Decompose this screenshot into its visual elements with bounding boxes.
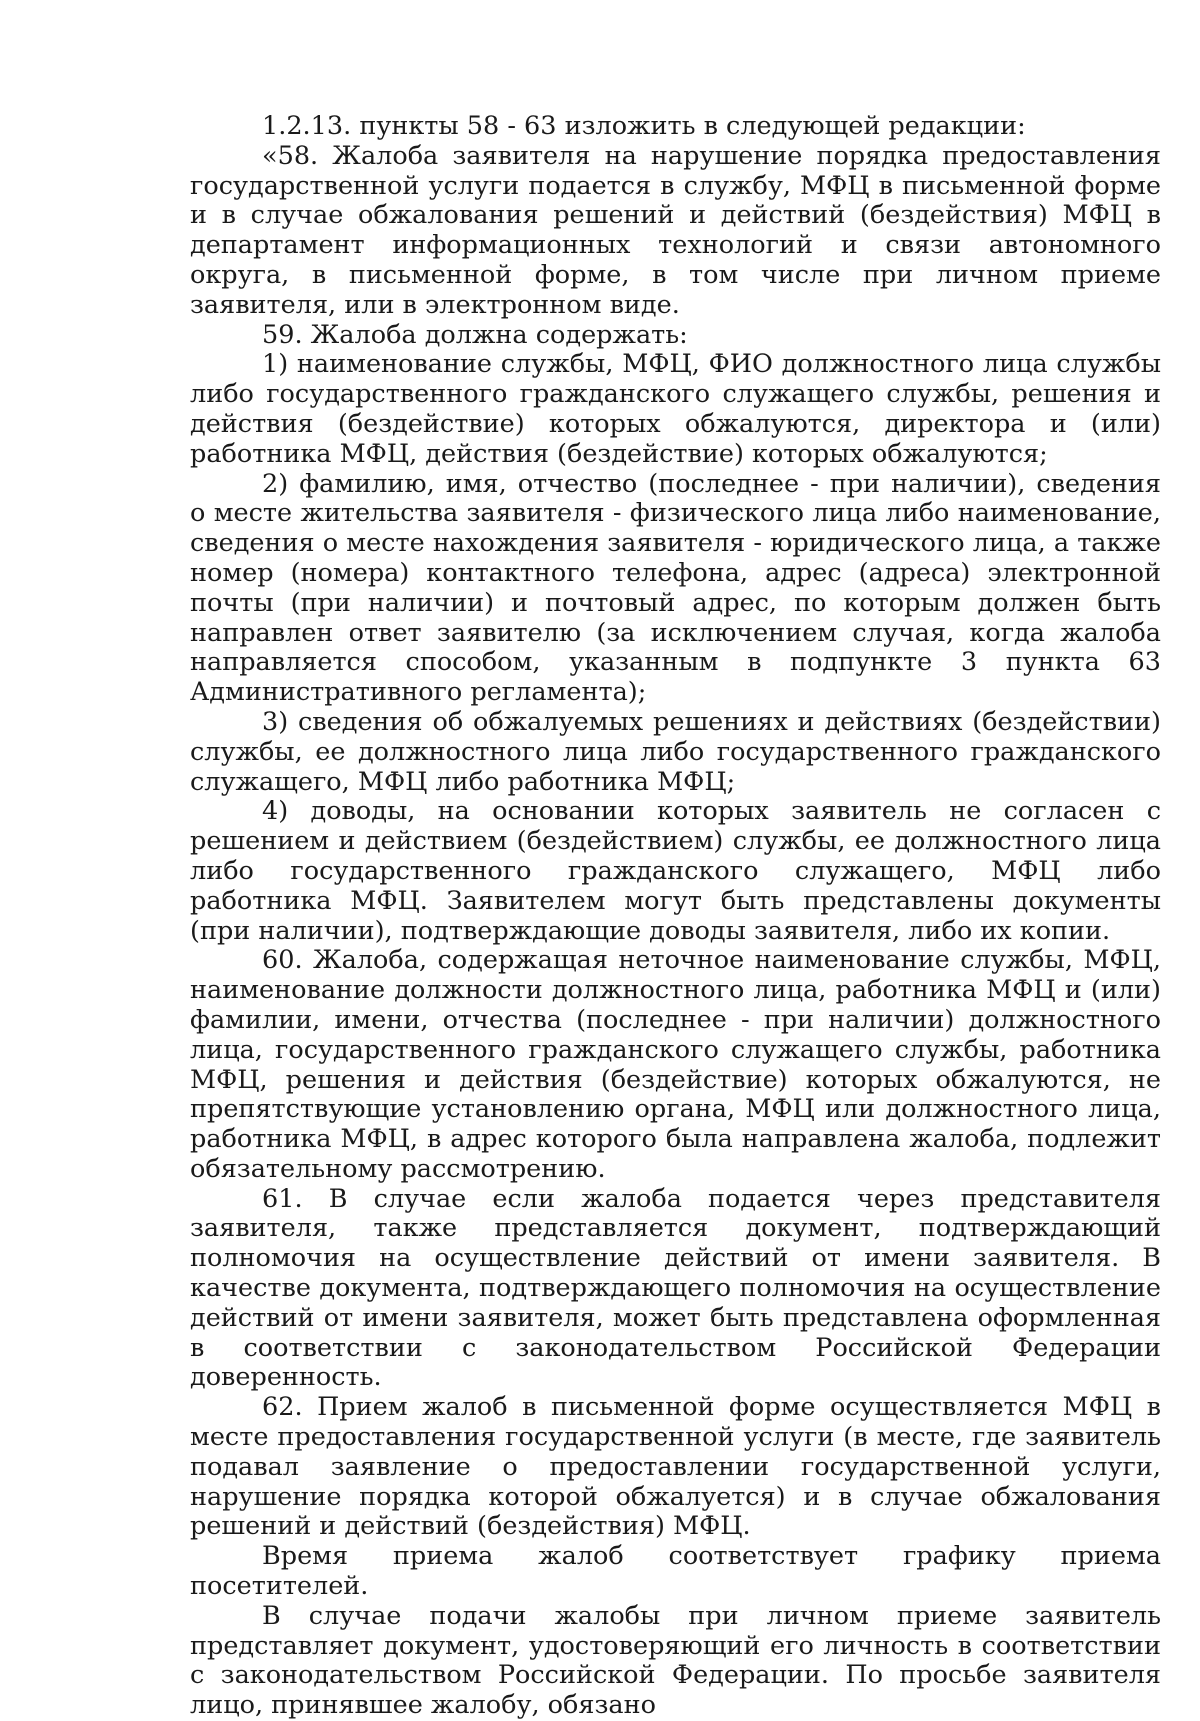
document-page bbox=[190, 112, 1161, 1721]
paragraph-61: 61. В случае если жалоба подается через представителя заявителя, также представляется документ, подтверждающий полномочия на осуществление действий от имени заявителя. В качестве документа, подтверждающего полномочия на осуществление действий от имени заявителя, может быть представлена оформленная в соответствии с законодательством Российской Федерации доверенность. bbox=[190, 1183, 1161, 1393]
paragraph-reception-time: Время приема жалоб соответствует графику приема посетителей. bbox=[190, 1541, 1161, 1602]
paragraph-58: «58. Жалоба заявителя на нарушение порядка предоставления государственной услуги подается в службу, МФЦ в письменной форме и в случае обжалования решений и действий (бездействия) МФЦ в департамент информационных технологий и связи автономного округа, в письменной форме, в том числе при личном приеме заявителя, или в электронном виде. bbox=[190, 140, 1161, 320]
paragraph-60: 60. Жалоба, содержащая неточное наименование службы, МФЦ, наименование должности должностного лица, работника МФЦ и (или) фамилии, имени, отчества (последнее - при наличии) должностного лица, государственного гражданского служащего службы, работника МФЦ, решения и действия (бездействие) которых обжалуются, не препятствующие установлению органа, МФЦ или должностного лица, работника МФЦ, в адрес которого была направлена жалоба, подлежит обязательному рассмотрению. bbox=[190, 945, 1161, 1184]
paragraph-59-item-3: 3) сведения об обжалуемых решениях и действиях (бездействии) службы, ее должностного лица либо государственного гражданского служащего, МФЦ либо работника МФЦ; bbox=[190, 706, 1161, 797]
paragraph-59-item-1: 1) наименование службы, МФЦ, ФИО должностного лица службы либо государственного гражданского служащего службы, решения и действия (бездействие) которых обжалуются, директора и (или) работника МФЦ, действия (бездействие) которых обжалуются; bbox=[190, 349, 1161, 469]
paragraph-personal-reception: В случае подачи жалобы при личном приеме заявитель представляет документ, удостоверяющий его личность в соответствии с законодательством Российской Федерации. По просьбе заявителя лицо, принявшее жалобу, обязано bbox=[190, 1600, 1161, 1721]
paragraph-1-2-13: 1.2.13. пункты 58 - 63 изложить в следующей редакции: bbox=[262, 111, 1026, 141]
paragraph-62: 62. Прием жалоб в письменной форме осуществляется МФЦ в месте предоставления государственной услуги (в месте, где заявитель подавал заявление о предоставлении государственной услуги, нарушение порядка которой обжалуется) и в случае обжалования решений и действий (бездействия) МФЦ. bbox=[190, 1392, 1161, 1542]
paragraph-59-item-2: 2) фамилию, имя, отчество (последнее - при наличии), сведения о месте жительства заявителя - физического лица либо наименование, сведения о месте нахождения заявителя - юридического лица, а также номер (номера) контактного телефона, адрес (адреса) электронной почты (при наличии) и почтовый адрес, по которым должен быть направлен ответ заявителю (за исключением случая, когда жалоба направляется способом, указанным в подпункте 3 пункта 63 Административного регламента); bbox=[190, 468, 1161, 708]
paragraph-59-item-4: 4) доводы, на основании которых заявитель не согласен с решением и действием (бездействием) службы, ее должностного лица либо государственного гражданского служащего, МФЦ либо работника МФЦ. Заявителем могут быть представлены документы (при наличии), подтверждающие доводы заявителя, либо их копии. bbox=[190, 796, 1161, 946]
paragraph-59: 59. Жалоба должна содержать: bbox=[262, 319, 688, 350]
